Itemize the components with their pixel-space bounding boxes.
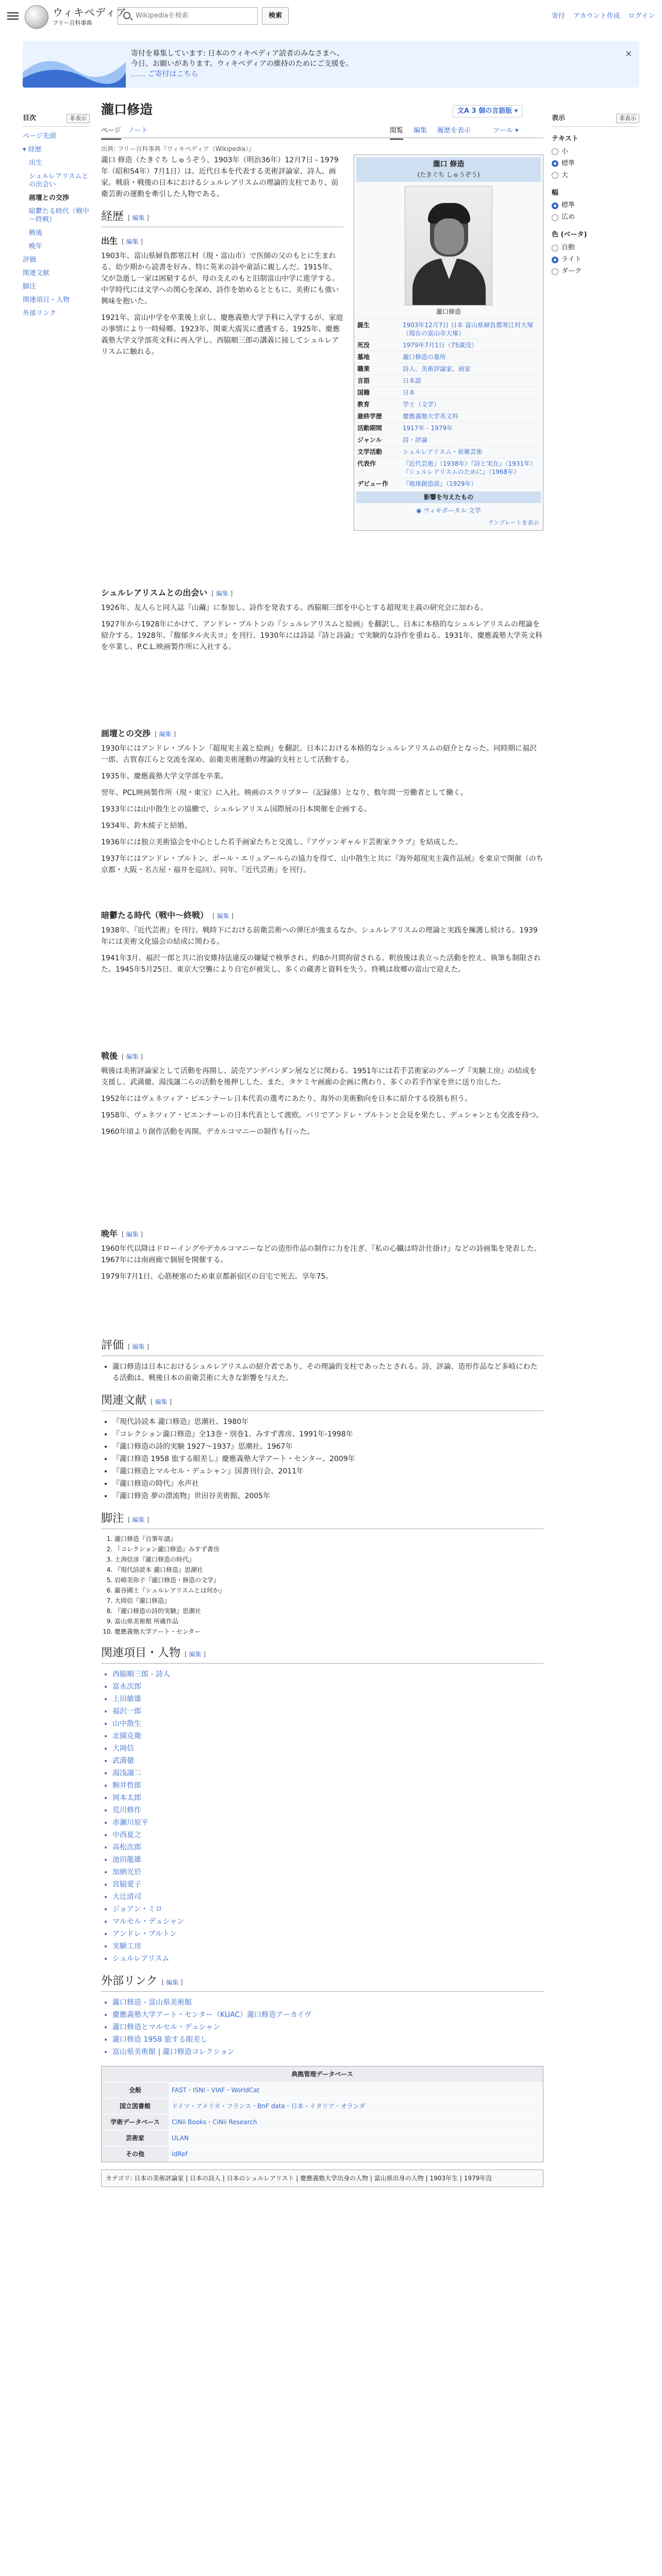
toc-item-kanren[interactable]: 関連項目・人物 <box>23 296 70 304</box>
table-of-contents <box>23 113 90 320</box>
color-dark[interactable]: ダーク <box>552 266 639 277</box>
related-item[interactable]: • 駒井哲郎 <box>112 1780 543 1791</box>
infobox-key: 文学活動 <box>357 448 383 455</box>
related-item[interactable]: • 中西夏之 <box>112 1829 543 1841</box>
related-item[interactable]: • 湯浅譲二 <box>112 1768 543 1779</box>
login-link[interactable]: ログイン <box>628 12 655 20</box>
authority-value[interactable]: ドイツ・アメリカ・フランス・BnF data・日本・イタリア・オランダ <box>169 2098 543 2114</box>
tab-history[interactable]: 履歴を表示 <box>437 127 471 134</box>
tab-talk[interactable]: ノート <box>128 127 148 134</box>
language-button[interactable]: 文A 3 個の言語版 ▾ <box>453 105 522 117</box>
section-heading: 経歴 [ 編集 ] <box>101 209 343 227</box>
infobox-value[interactable]: 瀧口修造の墓所 <box>403 353 446 361</box>
external-link[interactable]: • 瀧口修造とマルセル・デュシャン <box>112 2022 543 2033</box>
authority-key: 国立図書館 <box>102 2098 169 2114</box>
authority-row <box>102 2130 543 2146</box>
toc-item-shussei[interactable]: 出生 <box>29 159 43 167</box>
infobox-key: 職業 <box>357 365 370 372</box>
wordmark[interactable]: ウィキペディア <box>53 6 127 19</box>
infobox-key: デビュー作 <box>357 480 389 487</box>
toc-item-bannen[interactable]: 晩年 <box>29 242 43 250</box>
edit-link[interactable]: 編集 <box>166 1979 179 1986</box>
tab-page[interactable]: ページ <box>101 126 121 140</box>
external-links-list <box>112 1997 543 2058</box>
paragraph: 1960年頃より創作活動を再開。デカルコマニーの制作も行った。 <box>101 1128 315 1136</box>
reference-item[interactable]: 1. 瀧口修造『自筆年譜』 <box>114 1534 543 1544</box>
infobox-value[interactable]: 1917年 - 1979年 <box>403 425 453 432</box>
related-item[interactable]: • 大辻清司 <box>112 1891 543 1903</box>
infobox-key: 国籍 <box>357 389 370 396</box>
donate-link[interactable]: 寄付 <box>551 12 565 20</box>
external-link[interactable]: • 慶應義塾大学アート・センター（KUAC）瀧口修造アーカイヴ <box>112 2009 543 2021</box>
portal-link[interactable]: ◉ ウィキポータル 文学 <box>356 503 541 518</box>
toc-heading: 目次 <box>23 114 37 122</box>
reference-item[interactable]: 9. 富山県美術館 所蔵作品 <box>114 1617 543 1626</box>
toc-hide-button[interactable]: 非表示 <box>67 114 90 123</box>
donation-banner <box>23 41 639 88</box>
authority-row <box>102 2098 543 2114</box>
section-heading: 関連項目・人物 [ 編集 ] <box>101 1646 543 1664</box>
authority-key: 全般 <box>102 2082 169 2098</box>
external-link[interactable]: • 瀧口修造 1958 旅する眼差し <box>112 2034 543 2045</box>
edit-link[interactable]: 編集 <box>132 1516 145 1523</box>
infobox-value[interactable]: 詩人、美術評論家、画家 <box>403 365 471 372</box>
text-size-standard[interactable]: 標準 <box>552 159 639 169</box>
toc-item-surreal[interactable]: シュルレアリスムとの出会い <box>29 172 89 189</box>
infobox-value[interactable]: 学士（文学） <box>403 401 440 408</box>
related-item[interactable]: • シュルレアリスム <box>112 1953 543 1964</box>
tab-edit[interactable]: 編集 <box>413 127 427 134</box>
section-heading: 脚注 [ 編集 ] <box>101 1511 543 1529</box>
infobox-title: 瀧口 修造 (たきぐち しゅうぞう) <box>356 157 541 182</box>
related-item[interactable]: • 上田敏雄 <box>112 1693 543 1705</box>
color-auto[interactable]: 自動 <box>552 243 639 253</box>
tagline: フリー百科事典 <box>53 20 92 26</box>
paragraph: 1960年代以降はドローイングやデカルコマニーなどの造形作品の制作に力を注ぎ、『私の心臓は時計仕掛け』などの詩画集を発表した。1967年には南画廊で個展を開催する。 <box>101 1245 541 1264</box>
infobox-key: 誕生 <box>357 321 370 329</box>
authority-value[interactable]: IdRef <box>169 2146 543 2162</box>
edit-link[interactable]: 編集 <box>126 238 139 245</box>
categories-box[interactable]: カテゴリ: 日本の美術評論家 | 日本の詩人 | 日本のシュルレアリスト | 慶應義塾大学出身の人物 | 富山県出身の人物 | 1903年生 | 1979年没 <box>101 2170 543 2187</box>
appearance-panel: 表示 非表示 テキスト 小 標準 大 幅 標準 広め 色 (ベータ) 自動 ライト ダーク <box>552 113 639 278</box>
paragraph: 1936年には独立美術協会を中心とした若手画家たちと交流し、『アヴァンギャルド芸術家クラブ』を結成した。 <box>101 838 462 846</box>
page-title: 瀧口修造 <box>101 102 153 117</box>
toc-item-keireki[interactable]: ▾ 経歴 <box>23 145 42 154</box>
related-item[interactable]: • ジョアン・ミロ <box>112 1904 543 1915</box>
edit-link[interactable]: 編集 <box>155 1398 168 1405</box>
infobox-key: 教育 <box>357 401 370 408</box>
personal-tools <box>552 11 655 22</box>
paragraph: 翌年、PCL映画製作所（現・東宝）に入社。映画のスクリプター（記録係）となり、数年間一労働者として働く。 <box>101 789 468 797</box>
page-tabs <box>101 123 543 138</box>
section-heading: 評価 [ 編集 ] <box>101 1338 543 1356</box>
toc-item-gaibu[interactable]: 外部リンク <box>23 309 56 317</box>
header <box>0 0 662 34</box>
infobox-key: ジャンル <box>357 436 382 444</box>
external-link[interactable]: • 瀧口修造 - 富山県美術館 <box>112 1997 543 2008</box>
lead-paragraph: 瀧口 修造（たきぐち しゅうぞう、1903年（明治36年）12月7日 - 1979年（昭和54年）7月1日）は、近代日本を代表する美術評論家、詩人、画家。戦前・戦後の日本におけるシュルレアリスムの理論的支柱であり、前衛芸術の運動を牽引した人物である。 <box>101 156 339 198</box>
main-menu-icon[interactable] <box>7 10 19 22</box>
related-item[interactable]: • 加納光於 <box>112 1867 543 1878</box>
paragraph: 戦後は美術評論家として活動を再開し、読売アンデパンダン展などに関わる。1951年には若手芸術家のグループ『実験工房』の結成を支援し、武満徹、湯浅譲二らの活動を後押しした。また、タケミヤ画廊の企画に携わり、多くの若手作家を世に送り出した。 <box>101 1067 537 1087</box>
search-input[interactable]: Wikipediaを検索 <box>118 7 258 25</box>
reference-item[interactable]: 8. 『瀧口修造の詩的実験』思潮社 <box>114 1606 543 1616</box>
related-item[interactable]: • 山中散生 <box>112 1718 543 1730</box>
search-icon <box>123 12 130 19</box>
related-item[interactable]: • 池田龍雄 <box>112 1854 543 1866</box>
infobox-value[interactable]: 『地球創造説』（1929年） <box>403 480 477 487</box>
authority-key: その他 <box>102 2146 169 2162</box>
related-item[interactable]: • 北園克衛 <box>112 1731 543 1742</box>
edit-link[interactable]: 編集 <box>216 590 228 597</box>
toc-item-sengo[interactable]: 戦後 <box>29 229 43 237</box>
edit-link[interactable]: 編集 <box>132 1343 145 1350</box>
bibliography-item[interactable]: • 『瀧口修造の時代』水声社 <box>112 1478 543 1489</box>
infobox-value[interactable]: 日本語 <box>403 377 422 384</box>
reference-item[interactable]: 6. 巌谷國士『シュルレアリスムとは何か』 <box>114 1586 543 1595</box>
infobox-key: 最終学歴 <box>357 413 383 420</box>
subsection-heading: シュルレアリスムとの出会い [ 編集 ] <box>101 588 233 598</box>
authority-control <box>101 2066 543 2162</box>
infobox-value[interactable]: 詩・評論 <box>403 436 428 444</box>
infobox-key: 活動期間 <box>357 425 383 432</box>
search-button[interactable]: 検索 <box>262 7 289 25</box>
appearance-hide-button[interactable]: 非表示 <box>616 114 639 123</box>
related-item[interactable]: • マルセル・デュシャン <box>112 1916 543 1927</box>
related-item[interactable]: • 富永次郎 <box>112 1681 543 1692</box>
reference-item[interactable]: 5. 岩崎美弥子『瀧口修造・修造の文学』 <box>114 1575 543 1585</box>
authority-row <box>102 2082 543 2098</box>
infobox-value[interactable]: シュルレアリスム・前衛芸術 <box>403 448 483 455</box>
bibliography-item[interactable]: • 『瀧口修造の詩的実験 1927～1937』思潮社、1967年 <box>112 1441 543 1452</box>
related-item[interactable]: • 西脇順三郎 - 詩人 <box>112 1669 543 1680</box>
photo-caption: 瀧口修造 <box>436 308 461 315</box>
width-wide[interactable]: 広め <box>552 212 639 223</box>
related-item[interactable]: • 岡本太郎 <box>112 1792 543 1804</box>
toc-item-bunken[interactable]: 関連文献 <box>23 269 50 277</box>
list-item: • 瀧口修造は日本におけるシュルレアリスムの紹介者であり、その理論的支柱であったとされる。詩、評論、造形作品など多岐にわたる活動は、戦後日本の前衛芸術に大きな影響を与えた。 <box>112 1361 543 1384</box>
paragraph: 1930年にはアンドレ・ブルトン『超現実主義と絵画』を翻訳。日本における本格的なシュルレアリスムの紹介となった。同時期に福沢一郎、古賀春江らと交流を深め、前衛美術運動の理論的支柱として活動する。 <box>101 744 537 764</box>
authority-key: 芸術家 <box>102 2130 169 2146</box>
reference-item[interactable]: 7. 大岡信『瀧口修造』 <box>114 1596 543 1605</box>
banner-decoration <box>23 41 126 88</box>
infobox-section: 影響を与えたもの <box>356 492 541 503</box>
paragraph: 1952年にはヴェネツィア・ビエンナーレ日本代表の選考にあたり、海外の美術動向を日本に紹介する役割も担う。 <box>101 1095 472 1103</box>
section-heading: 外部リンク [ 編集 ] <box>101 1974 543 1992</box>
edit-link[interactable]: 編集 <box>189 1651 202 1658</box>
reference-item[interactable]: 10. 慶應義塾大学アート・センター <box>114 1627 543 1636</box>
infobox-value[interactable]: 1979年7月1日（75歳没） <box>403 342 478 349</box>
related-item[interactable]: • 高松次郎 <box>112 1842 543 1853</box>
subsection-heading: 戦後 [ 編集 ] <box>101 1051 143 1061</box>
authority-title: 典拠管理データベース <box>102 2066 543 2082</box>
edit-link[interactable]: 編集 <box>126 1053 139 1060</box>
text-size-small[interactable]: 小 <box>552 147 639 157</box>
related-item[interactable]: • 福沢一郎 <box>112 1706 543 1717</box>
reference-item[interactable]: 3. 土渕信彦『瀧口修造の時代』 <box>114 1555 543 1564</box>
related-item[interactable]: • 宮脇愛子 <box>112 1879 543 1890</box>
infobox-key: 言語 <box>357 377 370 384</box>
infobox-key: 死没 <box>357 342 370 349</box>
paragraph: 1938年、『近代芸術』を刊行。戦時下における前衛芸術への弾圧が強まるなか、シュルレアリスムの理論と実践を擁護し続ける。1939年には美術文化協会の結成に関わる。 <box>101 926 538 946</box>
edit-link[interactable]: 編集 <box>126 1231 139 1238</box>
authority-value[interactable]: CiNii Books・CiNii Research <box>169 2114 543 2130</box>
template-link[interactable]: テンプレートを表示 <box>488 519 539 526</box>
bibliography-list <box>112 1416 543 1502</box>
authority-row <box>102 2114 543 2130</box>
authority-key: 学術データベース <box>102 2114 169 2130</box>
toc-item-top[interactable]: ページ先頭 <box>23 132 56 140</box>
paragraph: 1921年、富山中学を卒業後上京し、慶應義塾大学予科に入学するが、家庭の事情により一時帰郷。1923年、関東大震災に遭遇する。1925年、慶應義塾大学文学部英文科に再入学し、西脇順三郎の講義に接してシュルレアリスムに触れる。 <box>101 314 343 356</box>
subsection-heading: 画壇との交渉 [ 編集 ] <box>101 728 176 738</box>
reference-item[interactable]: 4. 『現代詩読本 瀧口修造』思潮社 <box>114 1565 543 1574</box>
paragraph: 1979年7月1日、心筋梗塞のため東京都新宿区の自宅で死去。享年75。 <box>101 1273 333 1281</box>
edit-link[interactable]: 編集 <box>217 912 229 920</box>
paragraph: 1958年、ヴェネツィア・ビエンナーレの日本代表として渡欧。パリでアンドレ・ブルトンと会見を果たし、デュシャンとも交流を持つ。 <box>101 1111 543 1120</box>
page-source-note: 出典: フリー百科事典『ウィキペディア（Wikipedia）』 <box>101 145 255 152</box>
edit-link[interactable]: 編集 <box>132 214 145 222</box>
banner-text: 寄付を募集しています: 日本のウィキペディア読者のみなさまへ、 今日、お願いがあります。ウィキペディアの維持のためにご支援を。 …… ご寄付はこちら <box>131 49 353 78</box>
bibliography-item[interactable]: • 『瀧口修造 1958 旅する眼差し』慶應義塾大学アート・センター、2009年 <box>112 1453 543 1465</box>
external-link[interactable]: • 富山県美術館 | 瀧口修造コレクション <box>112 2046 543 2058</box>
authority-row <box>102 2146 543 2162</box>
section-heading: 関連文献 [ 編集 ] <box>101 1393 543 1411</box>
infobox-value[interactable]: 『近代芸術』（1938年）『詩と実在』（1931年）『シュルレアリスムのために』（1968年） <box>403 460 537 476</box>
subsection-heading: 暗鬱たる時代（戦中～終戦） [ 編集 ] <box>101 910 234 920</box>
paragraph: 1935年、慶應義塾大学文学部を卒業。 <box>101 772 228 781</box>
text-size-large[interactable]: 大 <box>552 171 639 181</box>
paragraph: 1927年から1928年にかけて、アンドレ・ブルトンの『シュルレアリスムと絵画』を翻訳し、日本に本格的なシュルレアリスムの理論を紹介する。1928年、『馥郁タル火夫ヨ』を刊行、1930年には詩誌『詩と詩論』で実験的な詩作を重ねる。1931年、慶應義塾大学英文科を卒業し、P.C.L.映画製作所に入社する。 <box>101 620 542 651</box>
subsection-heading: 出生 [ 編集 ] <box>101 236 143 246</box>
evaluation-list <box>112 1361 543 1384</box>
related-item[interactable]: • 武満徹 <box>112 1755 543 1767</box>
paragraph: 1933年には山中散生との協働で、シュルレアリスム国際展の日本開催を企画する。 <box>101 805 371 814</box>
toc-item-kyakuchu[interactable]: 脚注 <box>23 282 37 291</box>
appearance-heading: 表示 <box>552 114 566 122</box>
subsection-heading: 晩年 [ 編集 ] <box>101 1229 143 1239</box>
tab-tools[interactable]: ツール ▾ <box>493 127 519 134</box>
toc-item-hyoka[interactable]: 評価 <box>23 256 37 264</box>
article-body <box>101 155 543 2187</box>
reference-item[interactable]: 2. 『コレクション瀧口修造』みすず書房 <box>114 1545 543 1554</box>
related-item[interactable]: • 大岡信 <box>112 1743 543 1754</box>
paragraph: 1903年、富山県婦負郡寒江村（現・富山市）で医師の父のもとに生まれる。幼少期から読書を好み、特に英米の詩や童話に親しんだ。1915年、父が急逝し一家は困窮するが、母の支えのもと旧制富山中学に進学する。中学時代には文学への関心を深め、詩作を始めるとともに、美術にも強い興味を抱いた。 <box>101 252 339 306</box>
infobox-key: 墓地 <box>357 353 370 361</box>
width-standard[interactable]: 標準 <box>552 200 639 211</box>
references-list <box>114 1534 543 1636</box>
bibliography-item[interactable]: • 『コレクション瀧口修造』全13巻・別巻1、みすず書房、1991年-1998年 <box>112 1429 543 1440</box>
infobox-key: 代表作 <box>357 460 376 467</box>
related-list <box>112 1669 543 1964</box>
authority-value[interactable]: ULAN <box>169 2130 543 2146</box>
edit-link[interactable]: 編集 <box>159 731 172 738</box>
wikipedia-logo[interactable] <box>25 5 48 29</box>
paragraph: 1941年3月、福沢一郎と共に治安維持法違反の嫌疑で検挙され、約8か月間拘留される。釈放後は表立った活動を控え、執筆も制限された。1945年5月25日、東京大空襲により自宅が被災し、多くの蔵書と資料を失う。終戦は故郷の富山で迎えた。 <box>101 954 541 974</box>
paragraph: 1934年、鈴木綾子と結婚。 <box>101 822 192 830</box>
tab-read[interactable]: 閲覧 <box>390 126 403 140</box>
infobox-value[interactable]: 日本 <box>403 389 416 396</box>
related-item[interactable]: • アンドレ・ブルトン <box>112 1928 543 1940</box>
paragraph: 1937年にはアンドレ・ブルトン、ポール・エリュアールらの協力を得て、山中散生と共に『海外超現実主義作品展』を東京で開催（のち京都・大阪・名古屋・福井を巡回）。同年、『近代芸術』を刊行。 <box>101 855 543 874</box>
related-item[interactable]: • 荒川修作 <box>112 1805 543 1816</box>
infobox-value[interactable]: 慶應義塾大学英文科 <box>403 413 459 420</box>
color-light[interactable]: ライト <box>552 255 639 265</box>
related-item[interactable]: • 赤瀬川原平 <box>112 1817 543 1828</box>
related-item[interactable]: • 実験工房 <box>112 1941 543 1952</box>
paragraph: 1926年、友人らと同人誌『山繭』に参加し、詩作を発表する。西脇順三郎を中心とする超現実主義の研究会に加わる。 <box>101 604 488 612</box>
close-icon[interactable]: ✕ <box>625 49 632 59</box>
create-account-link[interactable]: アカウント作成 <box>573 12 620 20</box>
toc-item-anutsu[interactable]: 暗鬱たる時代（戦中～終戦） <box>29 207 90 224</box>
bibliography-item[interactable]: • 『瀧口修造とマルセル・デュシャン』国書刊行会、2011年 <box>112 1466 543 1477</box>
banner-donate-link[interactable]: …… ご寄付はこちら <box>131 70 198 78</box>
toc-item-gadan[interactable]: 画壇との交渉 <box>29 194 70 202</box>
authority-value[interactable]: FAST・ISNI・VIAF・WorldCat <box>169 2082 543 2098</box>
bibliography-item[interactable]: • 『瀧口修造 夢の漂流物』世田谷美術館、2005年 <box>112 1490 543 1502</box>
infobox-value[interactable]: 1903年12月7日 日本 富山県婦負郡寒江村大塚（現在の富山市大塚） <box>403 321 534 337</box>
bibliography-item[interactable]: • 『現代詩読本 瀧口修造』思潮社、1980年 <box>112 1416 543 1428</box>
